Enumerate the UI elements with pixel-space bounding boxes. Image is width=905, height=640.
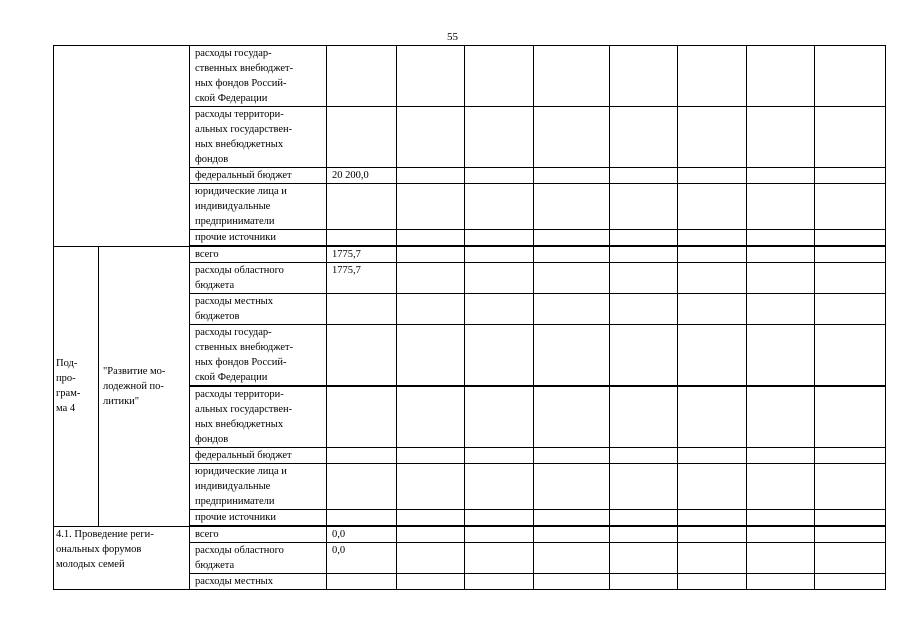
amount-cell bbox=[327, 325, 397, 387]
empty-cell bbox=[747, 184, 815, 230]
table-row bbox=[54, 46, 886, 107]
empty-cell bbox=[610, 168, 678, 184]
empty-merged-cell bbox=[54, 46, 190, 247]
empty-cell bbox=[610, 464, 678, 510]
empty-cell bbox=[397, 184, 465, 230]
empty-cell bbox=[610, 46, 678, 107]
empty-cell bbox=[747, 448, 815, 464]
empty-cell bbox=[465, 168, 534, 184]
empty-cell bbox=[815, 184, 886, 230]
empty-cell bbox=[397, 574, 465, 590]
empty-cell bbox=[610, 230, 678, 247]
empty-cell bbox=[465, 510, 534, 527]
amount-cell: 1775,7 bbox=[327, 246, 397, 263]
empty-cell bbox=[397, 230, 465, 247]
amount-cell bbox=[327, 294, 397, 325]
empty-cell bbox=[678, 448, 747, 464]
amount-cell bbox=[327, 574, 397, 590]
amount-cell: 1775,7 bbox=[327, 263, 397, 294]
empty-cell bbox=[678, 263, 747, 294]
empty-cell bbox=[397, 464, 465, 510]
empty-cell bbox=[678, 107, 747, 168]
empty-cell bbox=[815, 574, 886, 590]
page-number: 55 bbox=[447, 31, 458, 43]
empty-cell bbox=[815, 230, 886, 247]
empty-cell bbox=[534, 263, 610, 294]
funding-source-cell: расходы местных бюджетов bbox=[190, 294, 327, 325]
empty-cell bbox=[678, 230, 747, 247]
empty-cell bbox=[465, 574, 534, 590]
empty-cell bbox=[747, 510, 815, 527]
empty-cell bbox=[534, 246, 610, 263]
empty-cell bbox=[534, 574, 610, 590]
empty-cell bbox=[465, 325, 534, 387]
empty-cell bbox=[610, 184, 678, 230]
empty-cell bbox=[678, 46, 747, 107]
funding-source-cell: федеральный бюджет bbox=[190, 448, 327, 464]
empty-cell bbox=[465, 526, 534, 543]
empty-cell bbox=[465, 230, 534, 247]
budget-table-body bbox=[54, 46, 886, 590]
funding-source-cell: всего bbox=[190, 246, 327, 263]
funding-source-cell: юридические лица и индивидуальные предприниматели bbox=[190, 184, 327, 230]
empty-cell bbox=[534, 510, 610, 527]
empty-cell bbox=[534, 464, 610, 510]
empty-cell bbox=[610, 294, 678, 325]
funding-source-cell: расходы местных bbox=[190, 574, 327, 590]
funding-source-cell: расходы государ- ственных внебюджет- ных фондов Россий- ской Федерации bbox=[190, 46, 327, 107]
empty-cell bbox=[534, 184, 610, 230]
empty-cell bbox=[465, 46, 534, 107]
empty-cell bbox=[610, 448, 678, 464]
empty-cell bbox=[678, 184, 747, 230]
amount-cell bbox=[327, 230, 397, 247]
empty-cell bbox=[815, 510, 886, 527]
empty-cell bbox=[815, 543, 886, 574]
empty-cell bbox=[815, 168, 886, 184]
empty-cell bbox=[534, 168, 610, 184]
amount-cell bbox=[327, 386, 397, 448]
funding-source-cell: федеральный бюджет bbox=[190, 168, 327, 184]
empty-cell bbox=[747, 294, 815, 325]
empty-cell bbox=[534, 230, 610, 247]
empty-cell bbox=[815, 448, 886, 464]
empty-cell bbox=[534, 294, 610, 325]
empty-cell bbox=[678, 464, 747, 510]
empty-cell bbox=[815, 107, 886, 168]
amount-cell bbox=[327, 184, 397, 230]
empty-cell bbox=[465, 246, 534, 263]
empty-cell bbox=[747, 543, 815, 574]
empty-cell bbox=[465, 448, 534, 464]
empty-cell bbox=[747, 168, 815, 184]
empty-cell bbox=[534, 386, 610, 448]
empty-cell bbox=[678, 325, 747, 387]
empty-cell bbox=[465, 386, 534, 448]
empty-cell bbox=[397, 448, 465, 464]
amount-cell: 20 200,0 bbox=[327, 168, 397, 184]
empty-cell bbox=[534, 526, 610, 543]
empty-cell bbox=[465, 107, 534, 168]
empty-cell bbox=[678, 526, 747, 543]
funding-source-cell: расходы областного бюджета bbox=[190, 263, 327, 294]
empty-cell bbox=[815, 526, 886, 543]
empty-cell bbox=[397, 263, 465, 294]
empty-cell bbox=[397, 168, 465, 184]
event-name: 4.1. Проведение реги- ональных форумов молодых семей bbox=[54, 526, 190, 590]
empty-cell bbox=[678, 168, 747, 184]
funding-source-cell: всего bbox=[190, 526, 327, 543]
funding-source-cell: расходы государ- ственных внебюджет- ных фондов Россий- ской Федерации bbox=[190, 325, 327, 387]
empty-cell bbox=[397, 246, 465, 263]
empty-cell bbox=[747, 107, 815, 168]
empty-cell bbox=[534, 448, 610, 464]
empty-cell bbox=[397, 46, 465, 107]
amount-cell bbox=[327, 464, 397, 510]
budget-table bbox=[53, 45, 886, 590]
empty-cell bbox=[534, 325, 610, 387]
empty-cell bbox=[678, 294, 747, 325]
table-row bbox=[54, 526, 886, 543]
empty-cell bbox=[747, 574, 815, 590]
empty-cell bbox=[678, 543, 747, 574]
empty-cell bbox=[465, 464, 534, 510]
empty-cell bbox=[397, 386, 465, 448]
empty-cell bbox=[397, 543, 465, 574]
empty-cell bbox=[747, 325, 815, 387]
empty-cell bbox=[815, 246, 886, 263]
funding-source-cell: прочие источники bbox=[190, 510, 327, 527]
amount-cell: 0,0 bbox=[327, 526, 397, 543]
funding-source-cell: расходы территори- альных государствен- ных внебюджетных фондов bbox=[190, 386, 327, 448]
empty-cell bbox=[397, 294, 465, 325]
empty-cell bbox=[610, 386, 678, 448]
empty-cell bbox=[815, 263, 886, 294]
empty-cell bbox=[610, 510, 678, 527]
empty-cell bbox=[747, 246, 815, 263]
empty-cell bbox=[747, 230, 815, 247]
empty-cell bbox=[397, 325, 465, 387]
subprogram-label: Под- про- грам- ма 4 bbox=[54, 246, 99, 526]
amount-cell bbox=[327, 448, 397, 464]
funding-source-cell: расходы областного бюджета bbox=[190, 543, 327, 574]
funding-source-cell: прочие источники bbox=[190, 230, 327, 247]
subprogram-name: "Развитие мо- лодежной по- литики" bbox=[99, 246, 190, 526]
empty-cell bbox=[815, 386, 886, 448]
empty-cell bbox=[747, 46, 815, 107]
amount-cell bbox=[327, 46, 397, 107]
empty-cell bbox=[747, 386, 815, 448]
empty-cell bbox=[678, 386, 747, 448]
empty-cell bbox=[534, 46, 610, 107]
amount-cell bbox=[327, 107, 397, 168]
table-row bbox=[54, 246, 886, 263]
empty-cell bbox=[678, 246, 747, 263]
empty-cell bbox=[397, 526, 465, 543]
amount-cell bbox=[327, 510, 397, 527]
empty-cell bbox=[534, 107, 610, 168]
empty-cell bbox=[610, 107, 678, 168]
empty-cell bbox=[534, 543, 610, 574]
empty-cell bbox=[815, 464, 886, 510]
empty-cell bbox=[397, 107, 465, 168]
empty-cell bbox=[747, 526, 815, 543]
empty-cell bbox=[610, 526, 678, 543]
empty-cell bbox=[465, 263, 534, 294]
funding-source-cell: расходы территори- альных государствен- ных внебюджетных фондов bbox=[190, 107, 327, 168]
empty-cell bbox=[678, 510, 747, 527]
empty-cell bbox=[815, 325, 886, 387]
empty-cell bbox=[610, 263, 678, 294]
empty-cell bbox=[747, 263, 815, 294]
empty-cell bbox=[465, 294, 534, 325]
empty-cell bbox=[678, 574, 747, 590]
empty-cell bbox=[610, 543, 678, 574]
empty-cell bbox=[747, 464, 815, 510]
empty-cell bbox=[397, 510, 465, 527]
empty-cell bbox=[465, 184, 534, 230]
empty-cell bbox=[610, 574, 678, 590]
empty-cell bbox=[610, 325, 678, 387]
funding-source-cell: юридические лица и индивидуальные предприниматели bbox=[190, 464, 327, 510]
amount-cell: 0,0 bbox=[327, 543, 397, 574]
empty-cell bbox=[465, 543, 534, 574]
empty-cell bbox=[815, 294, 886, 325]
empty-cell bbox=[610, 246, 678, 263]
empty-cell bbox=[815, 46, 886, 107]
